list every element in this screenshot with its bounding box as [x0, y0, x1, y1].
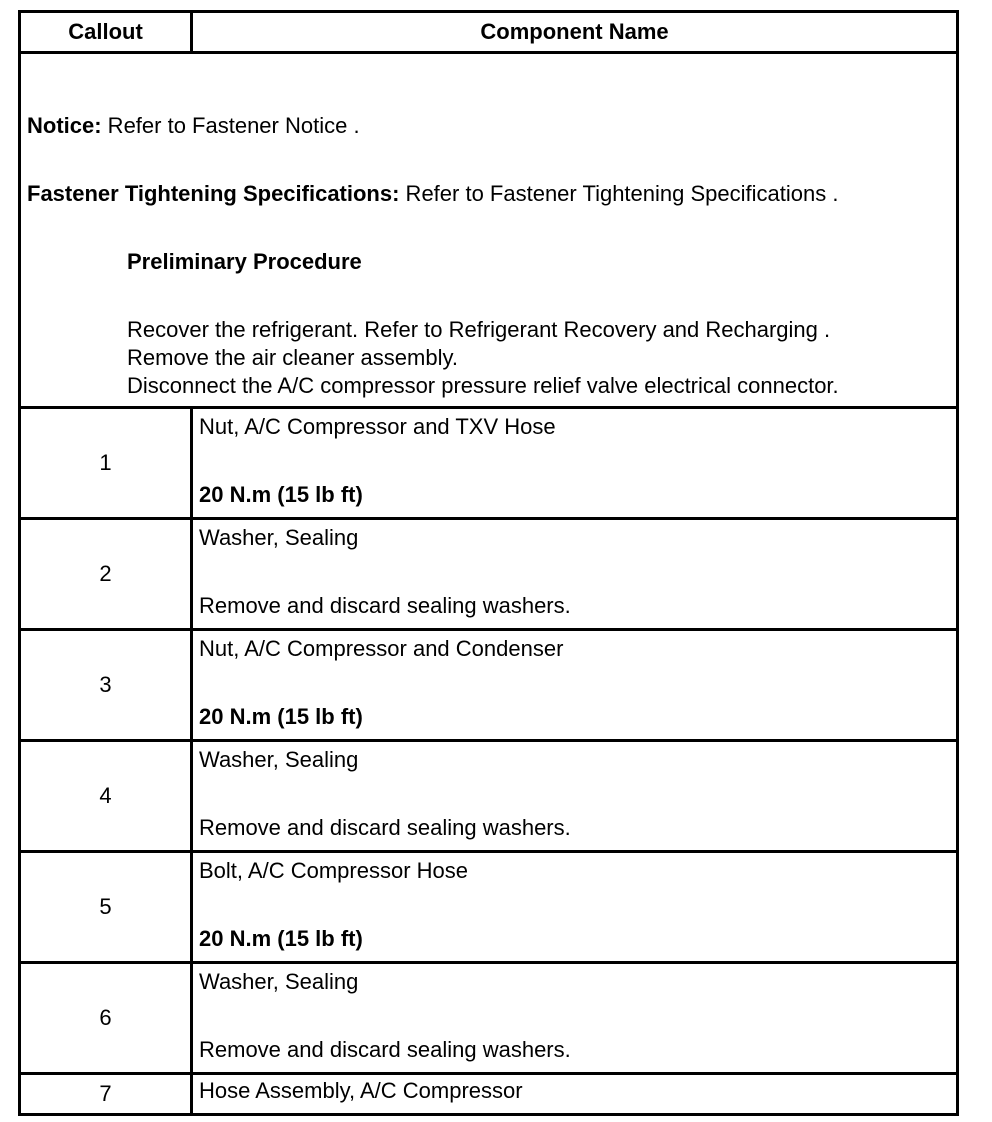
torque-spec: 20 N.m (15 lb ft) — [199, 482, 363, 507]
component-name: Washer, Sealing — [199, 747, 359, 772]
procedure-step: Disconnect the A/C compressor pressure relief valve electrical connector. — [127, 373, 839, 398]
component-table — [18, 10, 959, 1116]
component-name: Hose Assembly, A/C Compressor — [199, 1078, 523, 1103]
table-row — [20, 741, 958, 852]
callout-number: 2 — [20, 519, 192, 630]
component-name: Washer, Sealing — [199, 969, 359, 994]
component-name: Bolt, A/C Compressor Hose — [199, 858, 468, 883]
component-name: Washer, Sealing — [199, 525, 359, 550]
intro-row — [20, 53, 958, 408]
component-cell — [192, 519, 958, 630]
notice-label: Notice: — [27, 113, 102, 138]
component-cell — [192, 630, 958, 741]
component-note: Remove and discard sealing washers. — [199, 1037, 571, 1062]
table-row — [20, 1074, 958, 1115]
fastener-text: Refer to Fastener Tightening Specifications . — [399, 181, 839, 206]
component-name: Nut, A/C Compressor and Condenser — [199, 636, 564, 661]
torque-spec: 20 N.m (15 lb ft) — [199, 704, 363, 729]
fastener-line — [27, 180, 950, 208]
table-row — [20, 519, 958, 630]
preliminary-title: Preliminary Procedure — [127, 249, 362, 274]
component-cell — [192, 408, 958, 519]
procedure-step: Remove the air cleaner assembly. — [127, 345, 458, 370]
procedure-step: Recover the refrigerant. Refer to Refrigerant Recovery and Recharging . — [127, 317, 831, 342]
callout-number: 6 — [20, 963, 192, 1074]
notice-line — [27, 112, 950, 140]
component-name: Nut, A/C Compressor and TXV Hose — [199, 414, 556, 439]
intro-cell — [20, 53, 958, 408]
notice-text: Refer to Fastener Notice . — [101, 113, 360, 138]
callout-number: 3 — [20, 630, 192, 741]
callout-header: Callout — [20, 12, 192, 53]
component-name-header: Component Name — [192, 12, 958, 53]
component-cell — [192, 1074, 958, 1115]
callout-number: 4 — [20, 741, 192, 852]
component-cell — [192, 741, 958, 852]
table-row — [20, 852, 958, 963]
callout-number: 7 — [20, 1074, 192, 1115]
component-note: Remove and discard sealing washers. — [199, 815, 571, 840]
component-cell — [192, 852, 958, 963]
callout-number: 5 — [20, 852, 192, 963]
table-row — [20, 408, 958, 519]
table-row — [20, 630, 958, 741]
callout-number: 1 — [20, 408, 192, 519]
component-note: Remove and discard sealing washers. — [199, 593, 571, 618]
table-row — [20, 963, 958, 1074]
torque-spec: 20 N.m (15 lb ft) — [199, 926, 363, 951]
fastener-label: Fastener Tightening Specifications: — [27, 181, 400, 206]
header-row — [20, 12, 958, 53]
component-cell — [192, 963, 958, 1074]
